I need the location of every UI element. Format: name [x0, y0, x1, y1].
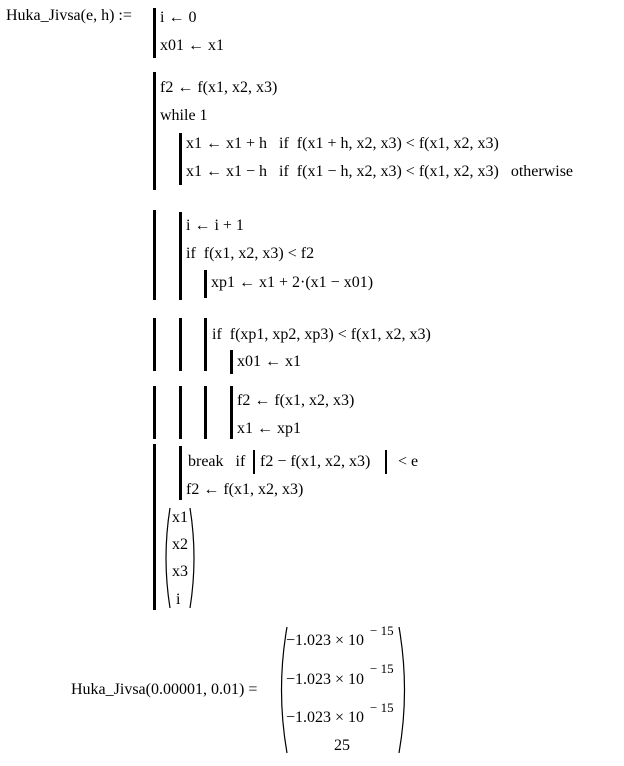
- program-bar: [153, 386, 156, 439]
- result-exponent: − 15: [370, 661, 394, 676]
- if-body-bar: [204, 386, 207, 439]
- code-line: if f(xp1, xp2, xp3) < f(x1, x2, x3): [212, 326, 431, 343]
- code-line: x1 ← xp1: [237, 420, 301, 437]
- code-line: i ← 0: [160, 9, 197, 26]
- program-bar: [153, 318, 156, 371]
- code-line: i ← i + 1: [186, 217, 244, 234]
- result-exponent: − 15: [370, 623, 394, 638]
- result-entry: −1.023 × 10: [286, 671, 365, 688]
- program-bar: [153, 210, 156, 300]
- abs-bar-left: [253, 450, 255, 474]
- evaluation-call: Huka_Jivsa(0.00001, 0.01) =: [71, 681, 258, 698]
- code-line: < e: [398, 453, 419, 470]
- vector-entry: i: [176, 591, 181, 608]
- code-line: break if: [188, 453, 246, 470]
- vector-entry: x1: [172, 509, 188, 526]
- program-bar: [153, 8, 156, 58]
- code-line: if f(x1, x2, x3) < f2: [186, 245, 315, 262]
- code-line: x1 ← x1 + h if f(x1 + h, x2, x3) < f(x1, x2, x3): [186, 135, 499, 152]
- vector-right-paren: [188, 506, 200, 610]
- vector-entry: x3: [172, 563, 188, 580]
- inner-else-bar: [230, 386, 233, 439]
- code-line: x1 ← x1 − h if f(x1 − h, x2, x3) < f(x1, x2, x3) otherwise: [186, 163, 574, 180]
- code-line: x01 ← x1: [160, 37, 224, 54]
- while-body-bar: [179, 446, 182, 500]
- code-line: f2 ← f(x1, x2, x3): [160, 79, 278, 96]
- code-line: f2 ← f(x1, x2, x3): [186, 481, 304, 498]
- while-body-bar: [179, 386, 182, 439]
- if-body-bar: [204, 318, 207, 371]
- code-line: xp1 ← x1 + 2·(x1 − x01): [211, 274, 374, 291]
- vector-left-paren: [160, 506, 172, 610]
- code-line: x01 ← x1: [237, 353, 301, 370]
- program-bar: [153, 72, 156, 190]
- inner-if-bar: [230, 350, 233, 374]
- while-body-bar: [179, 318, 182, 371]
- code-line: while 1: [160, 107, 208, 124]
- while-body-bar: [179, 133, 182, 185]
- result-entry: 25: [334, 737, 350, 754]
- result-entry: −1.023 × 10: [286, 709, 365, 726]
- function-header: Huka_Jivsa(e, h) :=: [6, 7, 132, 24]
- result-exponent: − 15: [370, 700, 394, 715]
- program-bar: [153, 444, 156, 610]
- result-right-paren: [396, 625, 412, 755]
- vector-entry: x2: [172, 536, 188, 553]
- code-line: f2 − f(x1, x2, x3): [260, 453, 371, 470]
- abs-bar-right: [385, 450, 387, 474]
- while-body-bar: [179, 212, 182, 300]
- if-body-bar: [204, 270, 207, 298]
- code-line: f2 ← f(x1, x2, x3): [237, 392, 355, 409]
- result-entry: −1.023 × 10: [286, 632, 365, 649]
